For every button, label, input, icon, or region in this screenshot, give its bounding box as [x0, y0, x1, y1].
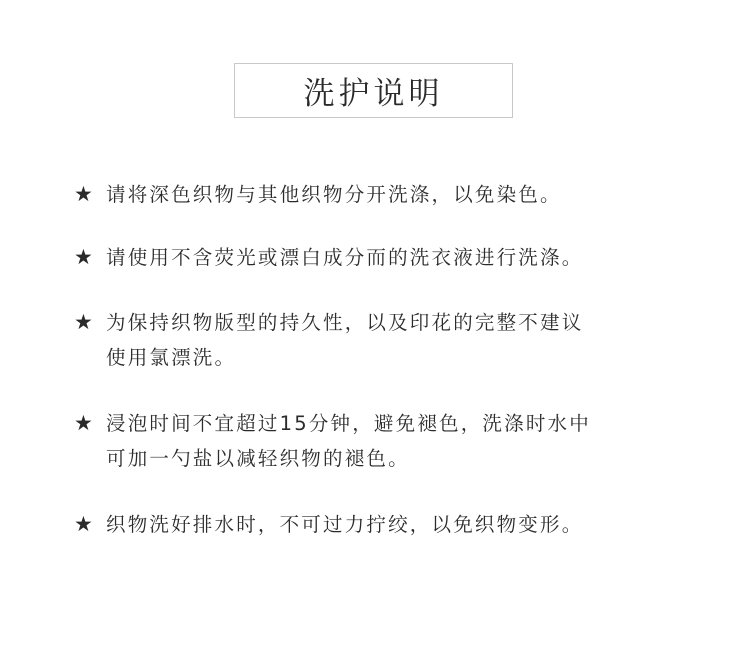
page-title: 洗护说明 — [303, 76, 444, 112]
star-icon: ★ — [74, 512, 93, 536]
care-item-line — [74, 510, 694, 538]
care-item-line-continued — [74, 344, 694, 372]
star-icon: ★ — [74, 245, 93, 269]
care-item-line — [74, 409, 694, 437]
care-item-text: 请将深色织物与其他织物分开洗涤，以免染色。 — [106, 183, 562, 206]
care-item — [74, 308, 694, 372]
care-item — [74, 180, 694, 208]
star-icon: ★ — [74, 411, 93, 435]
care-item-text: 浸泡时间不宜超过15分钟，避免褪色，洗涤时水中 — [106, 412, 591, 435]
care-item-text: 请使用不含荧光或漂白成分而的洗衣液进行洗涤。 — [106, 246, 584, 269]
star-icon: ★ — [74, 310, 93, 334]
care-item-line-continued — [74, 445, 694, 473]
care-item-line — [74, 308, 694, 336]
care-item-text: 可加一勺盐以减轻织物的褪色。 — [106, 447, 410, 470]
care-item — [74, 409, 694, 473]
care-item-line — [74, 180, 694, 208]
care-item-text: 织物洗好排水时，不可过力拧绞，以免织物变形。 — [106, 513, 584, 536]
star-icon: ★ — [74, 182, 93, 206]
care-item-text: 使用氯漂洗。 — [106, 346, 237, 369]
care-item-line — [74, 243, 694, 271]
care-item — [74, 510, 694, 538]
care-item-text: 为保持织物版型的持久性，以及印花的完整不建议 — [106, 311, 584, 334]
care-item — [74, 243, 694, 271]
title-box — [234, 63, 513, 118]
